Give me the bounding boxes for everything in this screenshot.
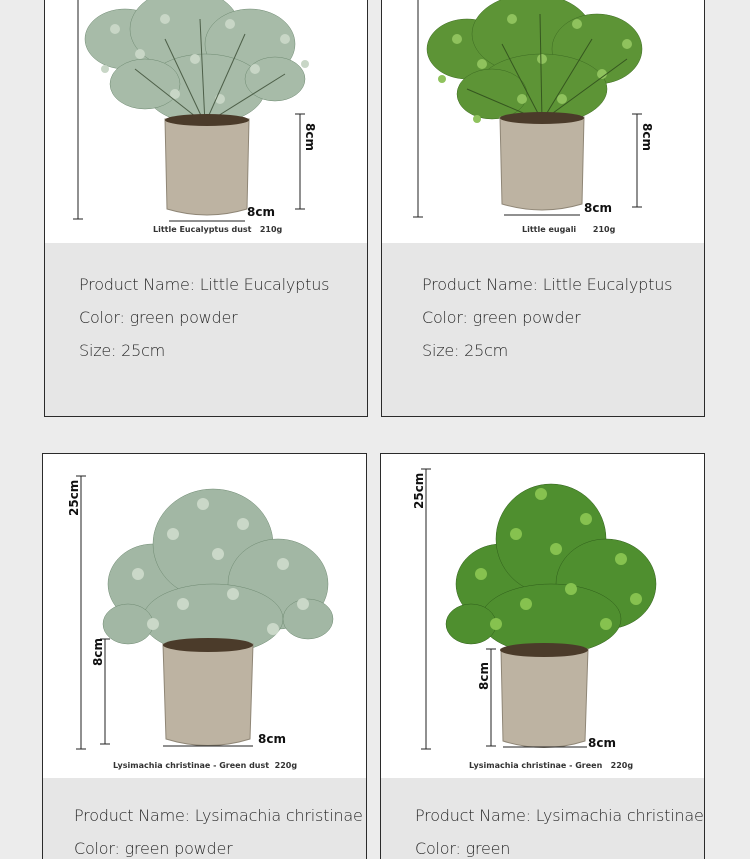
product-name: Product Name: Lysimachia christinae xyxy=(74,806,363,825)
caption-name: Lysimachia christinae - Green xyxy=(469,761,603,770)
product-photo xyxy=(45,0,367,243)
plant-illustration xyxy=(43,454,366,778)
product-card-little-eucalyptus-dust[interactable] xyxy=(44,0,368,417)
dim-pot-height: 8cm xyxy=(477,662,491,690)
product-color: Color: green xyxy=(415,839,511,858)
photo-caption xyxy=(113,761,297,770)
product-card-lysimachia-green-dust[interactable] xyxy=(42,453,367,859)
plant-illustration xyxy=(45,0,367,243)
caption-weight: 210g xyxy=(592,225,616,234)
caption-weight: 220g xyxy=(274,761,298,770)
product-card-lysimachia-green[interactable] xyxy=(380,453,705,859)
dim-pot-height: 8cm xyxy=(91,638,105,666)
caption-weight: 210g xyxy=(259,225,283,234)
dim-pot-width: 8cm xyxy=(588,736,616,750)
photo-caption xyxy=(153,225,282,234)
product-photo xyxy=(43,454,366,778)
product-info xyxy=(382,243,704,417)
product-color: Color: green powder xyxy=(422,308,581,327)
product-card-little-eugali[interactable] xyxy=(381,0,705,417)
photo-caption xyxy=(469,761,633,770)
dim-pot-height: 8cm xyxy=(303,123,317,151)
product-name: Product Name: Little Eucalyptus xyxy=(79,275,330,294)
caption-weight: 220g xyxy=(610,761,634,770)
dim-pot-height: 8cm xyxy=(640,123,654,151)
dim-pot-width: 8cm xyxy=(258,732,286,746)
dim-pot-width: 8cm xyxy=(584,201,612,215)
product-size: Size: 25cm xyxy=(79,341,166,360)
caption-name: Little Eucalyptus dust xyxy=(153,225,252,234)
product-color: Color: green powder xyxy=(79,308,238,327)
product-name: Product Name: Little Eucalyptus xyxy=(422,275,673,294)
product-photo xyxy=(381,454,704,778)
product-photo xyxy=(382,0,704,243)
product-name: Product Name: Lysimachia christinae xyxy=(415,806,704,825)
photo-caption xyxy=(522,225,615,234)
product-info xyxy=(43,778,366,859)
product-info xyxy=(45,243,367,417)
caption-name: Little eugali xyxy=(522,225,577,234)
product-color: Color: green powder xyxy=(74,839,233,858)
product-info xyxy=(381,778,704,859)
product-size: Size: 25cm xyxy=(422,341,509,360)
plant-illustration xyxy=(382,0,704,243)
plant-illustration xyxy=(381,454,704,778)
dim-total-height: 25cm xyxy=(67,479,81,516)
dim-pot-width: 8cm xyxy=(247,205,275,219)
dim-total-height: 25cm xyxy=(412,472,426,509)
caption-name: Lysimachia christinae - Green dust xyxy=(113,761,270,770)
